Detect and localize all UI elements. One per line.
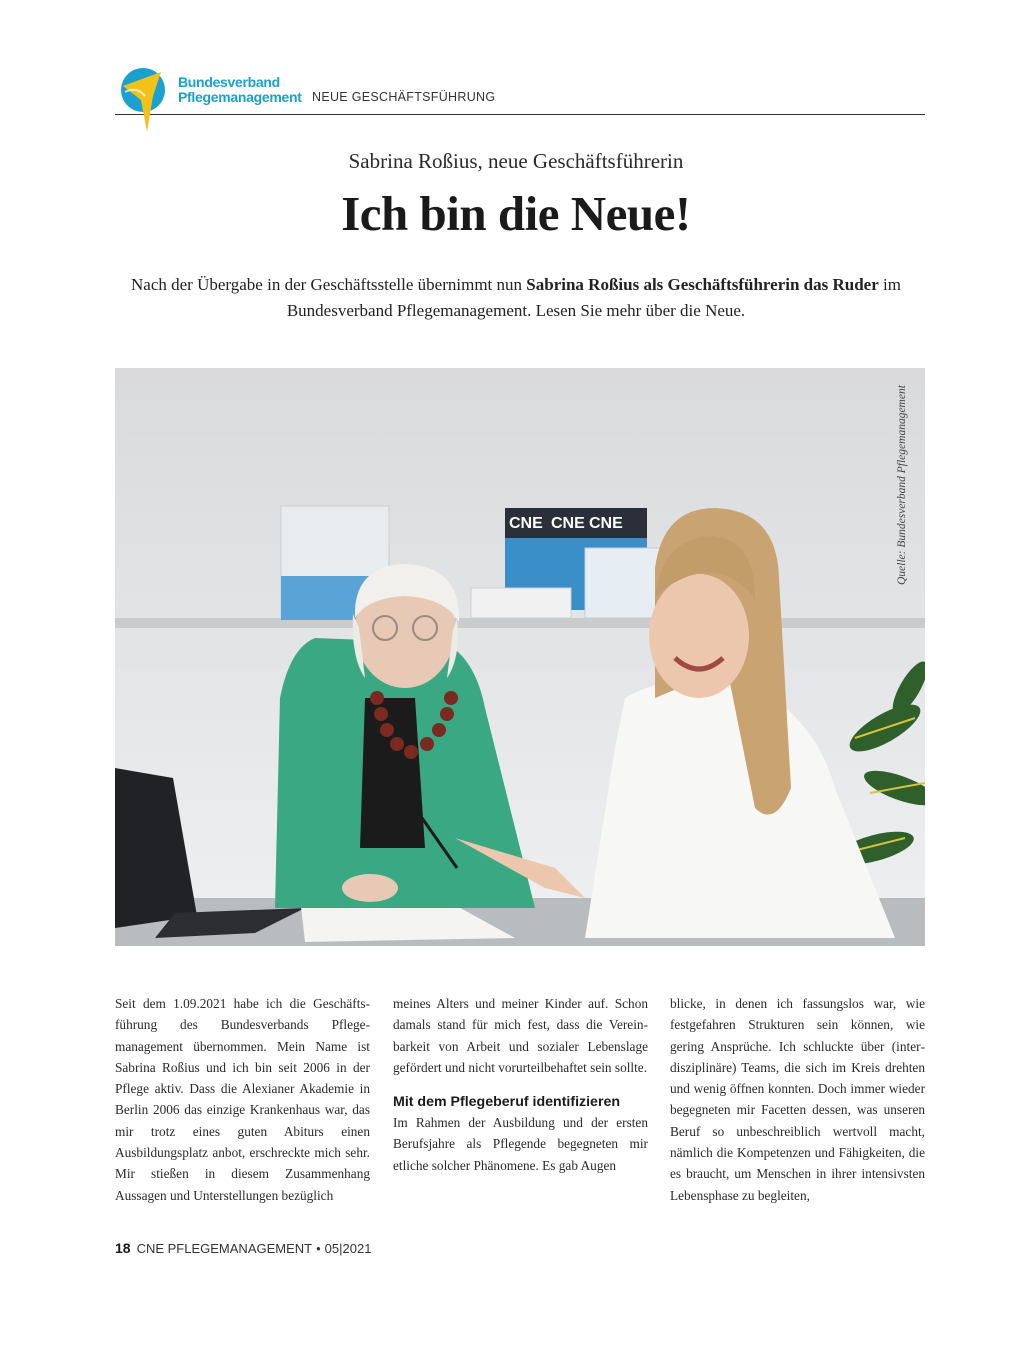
lead-text-end: im Bundesverband Pflegemanagement. Lesen Sie mehr über die Neue. — [286, 275, 901, 320]
photo-folder-text-2: CNE — [551, 515, 585, 532]
brand-line-2: Pflegemanagement — [178, 89, 302, 105]
article-lead — [100, 272, 932, 324]
footer-separator: • — [316, 1241, 321, 1256]
page-footer — [115, 1240, 371, 1256]
body-paragraph: Seit dem 1.09.2021 habe ich die Geschäftsführung des Bundesverbands Pflegemanagement übernommen. Mein Name ist Sabrina Roßius und ich bin seit 2006 in der Pflege aktiv. Dass die Alexianer Akademie in Berlin 2006 das einzige Krankenhaus war, das mir trotz eines guten Abiturs einen Ausbildungsplatz anbot, erschreckte mich sehr. Mir stießen in diesem Zusammenhang Aussagen und Unterstellungen bezüglich — [115, 996, 370, 1203]
article-photo — [115, 368, 925, 946]
article-kicker: Sabrina Roßius, neue Geschäftsführerin — [348, 149, 684, 173]
body-column-1 — [115, 993, 370, 1206]
brand-name — [178, 75, 302, 105]
body-paragraph: Im Rahmen der Ausbildung und der ersten Berufsjahre als Pflegende begegneten mir etliche solcher Phänomene. Es gab Augen — [393, 1115, 648, 1173]
body-paragraph: meines Alters und meiner Kinder auf. Schon damals stand für mich fest, dass die Vereinbarkeit von Arbeit und sozialer Lebenslage gefördert und nicht vorurteilbehaftet sein sollte. — [393, 996, 648, 1075]
body-column-2 — [393, 993, 648, 1176]
section-title: NEUE GESCHÄFTSFÜHRUNG — [312, 90, 496, 104]
body-paragraph: blicke, in denen ich fassungslos war, wie festgefahren Strukturen sein können, wie gering Ansprüche. Ich schluckte über (interdisziplinäre) Teams, die sich im Kreis drehten und wenig öffnen konnten. Doch immer wieder begegneten mir Facetten dessen, was unseren Beruf so unbeschreiblich wertvoll macht, nämlich die Kompetenzen und Fähigkeiten, die es braucht, um Menschen in ihrer intensivsten Lebensphase zu begleiten, — [670, 996, 925, 1203]
publication-name: CNE PFLEGEMANAGEMENT — [136, 1241, 313, 1256]
photo-folder-text-3: CNE — [589, 515, 623, 532]
body-column-3 — [670, 993, 925, 1206]
lead-text-bold: Sabrina Roßius als Geschäftsführerin das Ruder — [526, 275, 879, 294]
lead-text-start: Nach der Übergabe in der Geschäftsstelle übernimmt nun — [131, 275, 527, 294]
page-header — [115, 64, 925, 115]
issue-number: 05|2021 — [324, 1241, 372, 1256]
photo-folder-text-1: CNE — [509, 515, 543, 532]
bundesverband-logo-icon — [115, 66, 175, 132]
body-subheading: Mit dem Pflegeberuf identifizieren — [393, 1094, 621, 1111]
brand-line-1: Bundesverband — [178, 74, 280, 90]
page-number: 18 — [115, 1240, 131, 1256]
photo-credit: Quelle: Bundesverband Pflegemanagement — [896, 385, 908, 585]
photo-illustration — [115, 368, 925, 946]
article-headline: Ich bin die Neue! — [341, 186, 691, 241]
